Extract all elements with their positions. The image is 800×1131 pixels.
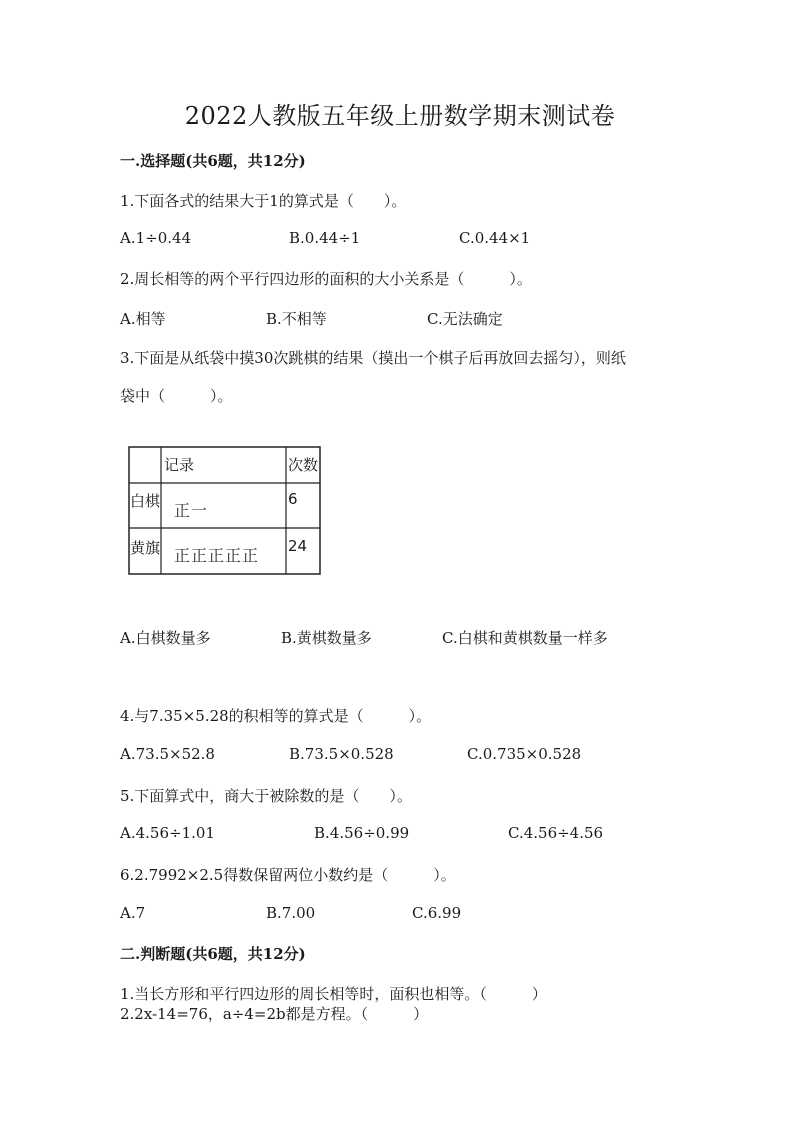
question-2-option-a: A.相等 xyxy=(120,310,166,328)
section-heading-choice: 一.选择题(共6题，共12分) xyxy=(120,152,306,170)
section-heading-judgment: 二.判断题(共6题，共12分) xyxy=(120,945,306,963)
question-1-option-c: C.0.44×1 xyxy=(459,229,531,247)
question-6-option-b: B.7.00 xyxy=(266,904,316,922)
table-row-yellow-count: 24 xyxy=(288,537,308,555)
table-row-yellow-tally: 正正正正正 xyxy=(174,546,260,565)
question-3-option-c: C.白棋和黄棋数量一样多 xyxy=(442,629,608,647)
table-row-yellow-label: 黄旗 xyxy=(130,539,161,557)
table-header-count: 次数 xyxy=(288,456,319,474)
question-1-stem: 1.下面各式的结果大于1的算式是（ ）。 xyxy=(120,192,407,210)
question-2-stem: 2.周长相等的两个平行四边形的面积的大小关系是（ ）。 xyxy=(120,270,532,288)
question-5-option-c: C.4.56÷4.56 xyxy=(508,824,604,842)
question-2-option-c: C.无法确定 xyxy=(427,310,503,328)
question-5-option-b: B.4.56÷0.99 xyxy=(314,824,410,842)
question-3-stem-line1: 3.下面是从纸袋中摸30次跳棋的结果（摸出一个棋子后再放回去摇匀），则纸 xyxy=(120,349,626,367)
question-4-stem: 4.与7.35×5.28的积相等的算式是（ ）。 xyxy=(120,707,432,725)
table-row-white-count: 6 xyxy=(288,490,298,508)
question-3-option-a: A.白棋数量多 xyxy=(120,629,211,647)
table-row-white-tally: 正一 xyxy=(174,501,209,520)
question-1-option-a: A.1÷0.44 xyxy=(120,229,192,247)
question-6-stem: 6.2.7992×2.5得数保留两位小数约是（ ）。 xyxy=(120,866,456,884)
question-5-stem: 5.下面算式中，商大于被除数的是（ ）。 xyxy=(120,787,412,805)
table-header-record: 记录 xyxy=(164,456,195,474)
judgment-question-2: 2.2x-14=76，a÷4=2b都是方程。（ ） xyxy=(120,1005,429,1023)
question-4-option-a: A.73.5×52.8 xyxy=(120,745,215,763)
question-3-option-b: B.黄棋数量多 xyxy=(281,629,372,647)
question-4-option-b: B.73.5×0.528 xyxy=(289,745,394,763)
question-2-option-b: B.不相等 xyxy=(266,310,327,328)
question-5-option-a: A.4.56÷1.01 xyxy=(120,824,215,842)
question-6-option-a: A.7 xyxy=(120,904,146,922)
question-6-option-c: C.6.99 xyxy=(412,904,462,922)
table-row-white-label: 白棋 xyxy=(130,492,161,510)
judgment-question-1: 1.当长方形和平行四边形的周长相等时，面积也相等。（ ） xyxy=(120,985,547,1003)
question-1-option-b: B.0.44÷1 xyxy=(289,229,361,247)
question-3-stem-line2: 袋中（ ）。 xyxy=(120,387,233,405)
question-4-option-c: C.0.735×0.528 xyxy=(467,745,582,763)
tally-table xyxy=(128,446,320,574)
page-title: 2022人教版五年级上册数学期末测试卷 xyxy=(184,102,616,130)
